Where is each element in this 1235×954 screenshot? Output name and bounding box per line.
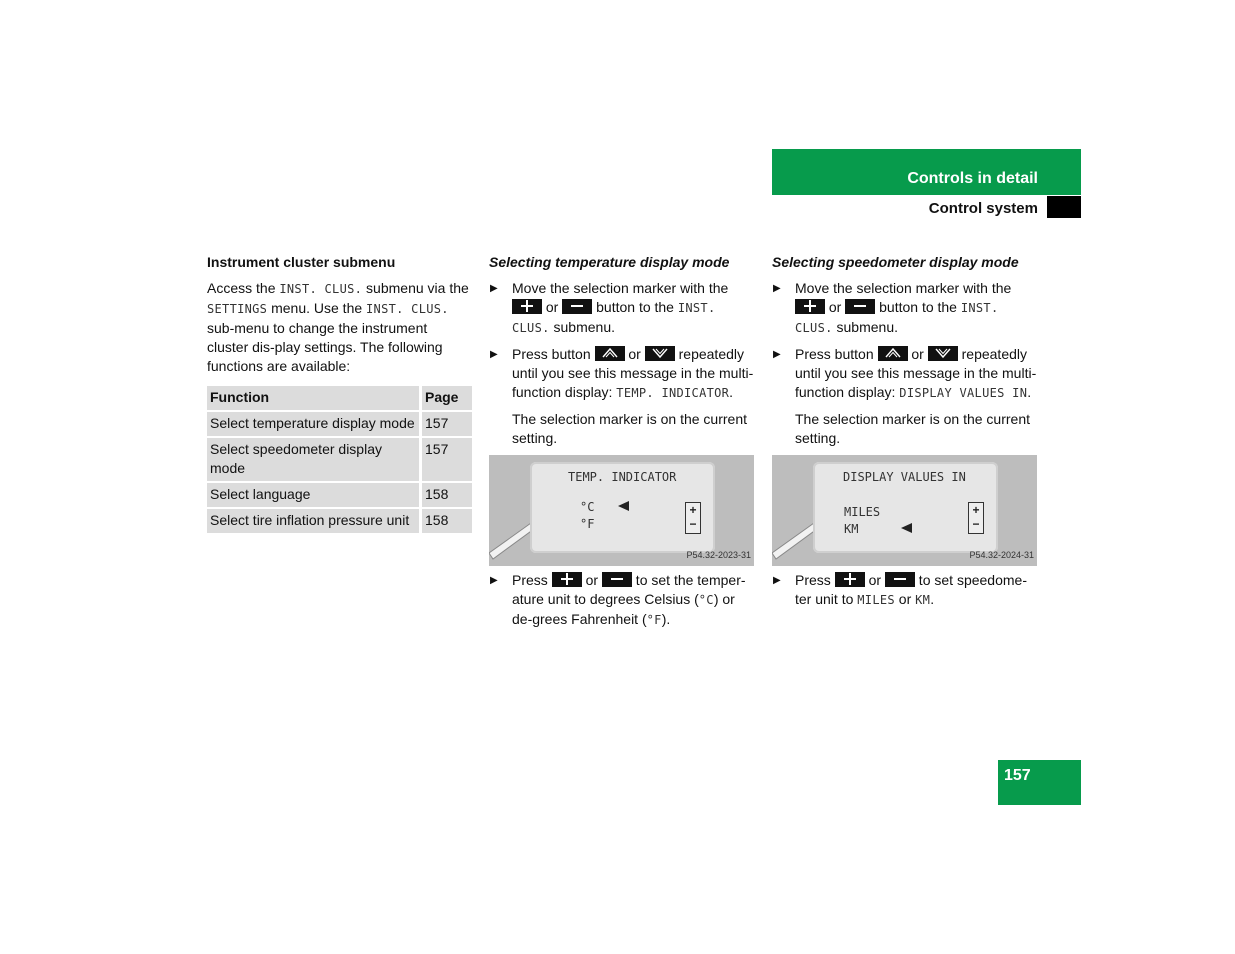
step-or: or xyxy=(828,299,842,315)
unit-km: KM xyxy=(915,593,931,607)
message-display-values-in: DISPLAY VALUES IN xyxy=(899,386,1028,400)
down-button-icon xyxy=(928,346,958,361)
down-button-icon xyxy=(645,346,675,361)
minus-key-icon xyxy=(845,299,875,314)
triangle-bullet-icon: ▶ xyxy=(773,283,781,294)
step-text: repeatedly until you see this message in the multi-function display: xyxy=(512,346,754,400)
section-title: Controls in detail xyxy=(907,170,1038,187)
step-text: Press button xyxy=(512,346,595,362)
step-or: or xyxy=(545,299,559,315)
step-or: or xyxy=(585,572,599,588)
display-option-fahrenheit: °F xyxy=(580,517,595,531)
table-header-page: Page xyxy=(422,386,472,410)
minus-key-icon xyxy=(602,572,632,587)
menu-inst-clus: INST. CLUS. xyxy=(795,301,999,335)
speedometer-heading: Selecting speedometer display mode xyxy=(772,254,1019,270)
display-title: DISPLAY VALUES IN xyxy=(843,470,966,484)
step-text: . xyxy=(1027,384,1032,400)
column-instrument-cluster xyxy=(207,252,472,535)
up-button-icon xyxy=(595,346,625,361)
table-row xyxy=(207,509,472,533)
intro-menu-settings: SETTINGS xyxy=(207,302,268,316)
function-table xyxy=(207,384,472,535)
unit-fahrenheit: °F xyxy=(646,613,662,627)
temperature-note: The selection marker is on the current setting. xyxy=(512,411,747,446)
step-text: . xyxy=(729,384,734,400)
speedometer-step-1 xyxy=(772,279,1037,338)
display-title: TEMP. INDICATOR xyxy=(568,470,677,484)
up-button-icon xyxy=(878,346,908,361)
selection-marker-icon xyxy=(618,501,630,511)
step-text: ). xyxy=(661,611,671,627)
page-number: 157 xyxy=(998,760,1081,805)
triangle-bullet-icon: ▶ xyxy=(490,575,498,586)
step-text: button to the xyxy=(875,299,961,315)
table-row xyxy=(207,412,472,436)
step-text: repeatedly until you see this message in the multi-function display: xyxy=(795,346,1037,400)
step-text: button to the xyxy=(592,299,678,315)
table-cell-page: 158 xyxy=(422,509,472,533)
temperature-step-3 xyxy=(489,571,754,630)
message-temp-indicator: TEMP. INDICATOR xyxy=(616,386,730,400)
plus-minus-icon: + − xyxy=(685,502,701,534)
speedometer-display-illustration xyxy=(772,455,1037,566)
intro-text-2: submenu via the xyxy=(362,280,469,296)
menu-inst-clus: INST. CLUS. xyxy=(512,301,716,335)
step-text: Press button xyxy=(795,346,878,362)
step-text: Press xyxy=(795,572,835,588)
table-row xyxy=(207,438,472,481)
plus-key-icon xyxy=(795,299,825,314)
table-cell-function: Select speedometer display mode xyxy=(207,438,422,481)
unit-celsius: °C xyxy=(698,593,714,607)
table-row xyxy=(207,483,472,507)
subsection-title: Control system xyxy=(928,200,1038,217)
speedometer-step-2 xyxy=(772,345,1037,403)
speedometer-step-3 xyxy=(772,571,1037,610)
step-text: Move the selection marker with the xyxy=(512,280,729,296)
minus-key-icon xyxy=(562,299,592,314)
header-marker-block xyxy=(1047,196,1081,218)
step-text: or xyxy=(894,591,916,607)
display-screen xyxy=(530,462,715,553)
column-temperature xyxy=(489,252,754,637)
display-option-miles: MILES xyxy=(844,505,881,519)
triangle-bullet-icon: ▶ xyxy=(490,283,498,294)
table-cell-page: 158 xyxy=(422,483,472,507)
display-option-km: KM xyxy=(844,522,859,536)
table-cell-function: Select language xyxy=(207,483,422,507)
table-header-row xyxy=(207,386,472,410)
plus-key-icon xyxy=(552,572,582,587)
step-or: or xyxy=(628,346,641,362)
table-cell-function: Select tire inflation pressure unit xyxy=(207,509,422,533)
triangle-bullet-icon: ▶ xyxy=(490,349,498,360)
intro-text-4: sub-menu to change the instrument cluster dis-play settings. The following functions are available: xyxy=(207,320,443,374)
step-text: submenu. xyxy=(832,319,898,335)
temperature-step-1 xyxy=(489,279,754,338)
temperature-heading: Selecting temperature display mode xyxy=(489,254,730,270)
triangle-bullet-icon: ▶ xyxy=(773,575,781,586)
temperature-display-illustration xyxy=(489,455,754,566)
step-or: or xyxy=(868,572,882,588)
step-text: Move the selection marker with the xyxy=(795,280,1012,296)
table-cell-page: 157 xyxy=(422,412,472,436)
table-header-function: Function xyxy=(207,386,422,410)
instrument-cluster-heading: Instrument cluster submenu xyxy=(207,254,396,270)
figure-reference: P54.32-2024-31 xyxy=(969,550,1034,560)
column-speedometer xyxy=(772,252,1037,617)
intro-menu-inst-clus: INST. CLUS. xyxy=(279,282,363,296)
section-header xyxy=(772,149,1081,195)
step-text: . xyxy=(930,591,935,607)
step-text: Press xyxy=(512,572,552,588)
display-screen xyxy=(813,462,998,553)
intro-text-1: Access the xyxy=(207,280,280,296)
step-text: to set the temper-ature unit to degrees Celsius ( xyxy=(512,572,746,607)
figure-reference: P54.32-2023-31 xyxy=(686,550,751,560)
step-text: to set speedome-ter unit to xyxy=(795,572,1027,607)
plus-key-icon xyxy=(835,572,865,587)
step-text: ) or de-grees Fahrenheit ( xyxy=(512,591,735,627)
instrument-cluster-intro xyxy=(207,279,472,376)
unit-miles: MILES xyxy=(857,593,895,607)
step-text: submenu. xyxy=(549,319,615,335)
table-cell-function: Select temperature display mode xyxy=(207,412,422,436)
display-option-celsius: °C xyxy=(580,500,595,514)
minus-key-icon xyxy=(885,572,915,587)
triangle-bullet-icon: ▶ xyxy=(773,349,781,360)
temperature-step-2 xyxy=(489,345,754,403)
selection-marker-icon xyxy=(901,523,913,533)
table-cell-page: 157 xyxy=(422,438,472,481)
plus-key-icon xyxy=(512,299,542,314)
intro-text-3: menu. Use the xyxy=(267,300,367,316)
step-or: or xyxy=(911,346,924,362)
intro-menu-inst-clus-2: INST. CLUS. xyxy=(366,302,449,316)
plus-minus-icon: + − xyxy=(968,502,984,534)
speedometer-note: The selection marker is on the current setting. xyxy=(795,411,1030,446)
